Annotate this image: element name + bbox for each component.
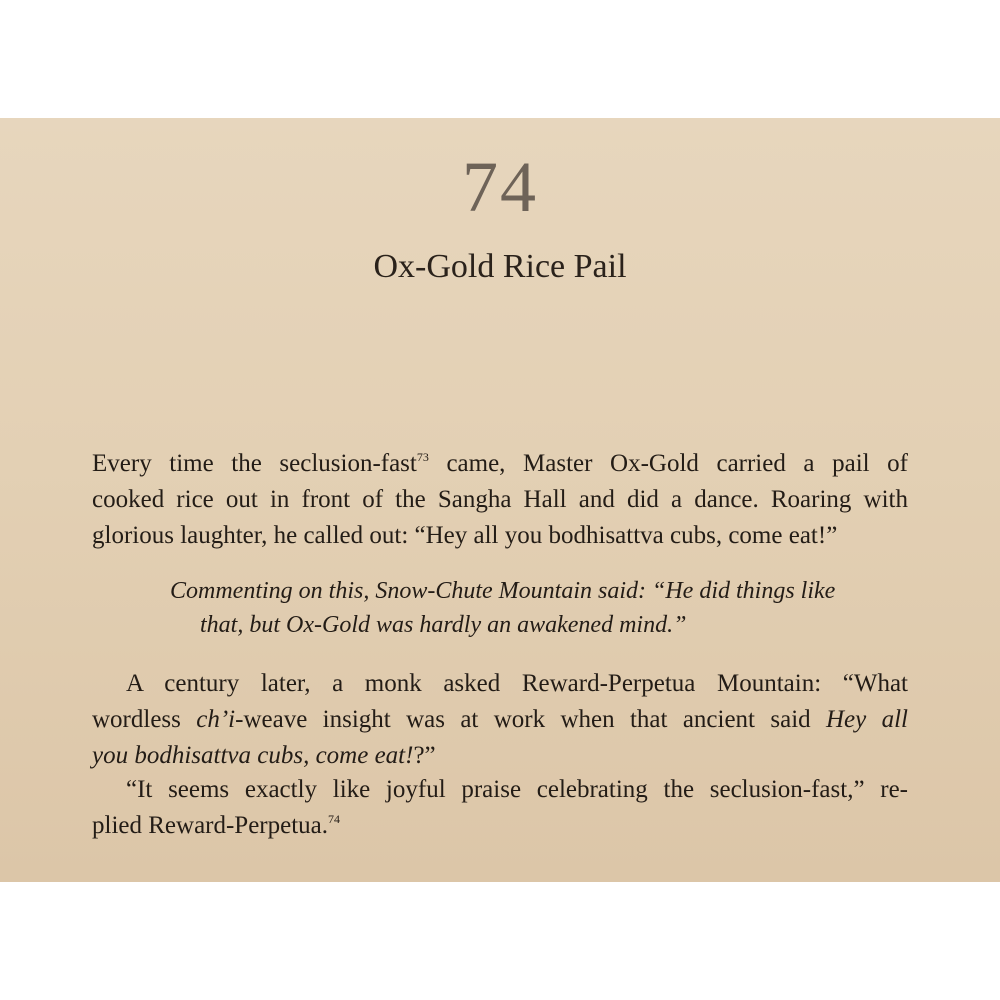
footnote-marker-73: 73 xyxy=(416,450,429,464)
text-segment: Every time the seclusion-fast xyxy=(92,450,417,477)
italic-quote: Hey all xyxy=(826,706,908,733)
paragraph-3-line-1: “It seems exactly like joyful praise celebrating the seclusion-fast,” re- xyxy=(126,776,908,803)
paragraph-1-line-1 xyxy=(92,446,908,482)
text-segment: wordless xyxy=(92,706,197,733)
text-segment: plied Reward-Perpetua. xyxy=(92,812,329,839)
commentary-line-1: Commenting on this, Snow-Chute Mountain said: “He did things like xyxy=(170,578,836,604)
paragraph-2-line-1: A century later, a monk asked Reward-Perpetua Mountain: “What xyxy=(126,670,908,697)
paragraph-1-line-3: glorious laughter, he called out: “Hey all you bodhisattva cubs, come eat!” xyxy=(92,522,838,549)
italic-term: ch’i xyxy=(196,706,236,733)
paragraph-1-line-2: cooked rice out in front of the Sangha Hall and did a dance. Roaring with xyxy=(92,486,908,513)
paragraph-2 xyxy=(92,666,908,774)
text-segment: -weave insight was at work when that ancient said xyxy=(235,706,826,733)
commentary-block xyxy=(170,574,890,642)
footnote-marker-74: 74 xyxy=(328,812,341,826)
chapter-title: Ox-Gold Rice Pail xyxy=(373,248,627,285)
commentary-line-2: that, but Ox-Gold was hardly an awakened mind.” xyxy=(200,612,687,638)
italic-quote: you bodhisattva cubs, come eat! xyxy=(92,742,414,769)
paragraph-2-line-2 xyxy=(92,702,908,738)
text-segment: came, Master Ox-Gold carried a pail of xyxy=(428,450,908,477)
paragraph-3-line-2 xyxy=(92,808,908,844)
paragraph-3 xyxy=(92,772,908,844)
paragraph-2-line-3 xyxy=(92,738,908,774)
paragraph-1 xyxy=(92,446,908,554)
book-page xyxy=(0,118,1000,882)
text-segment: ?” xyxy=(413,742,436,769)
chapter-number: 74 xyxy=(462,147,538,227)
